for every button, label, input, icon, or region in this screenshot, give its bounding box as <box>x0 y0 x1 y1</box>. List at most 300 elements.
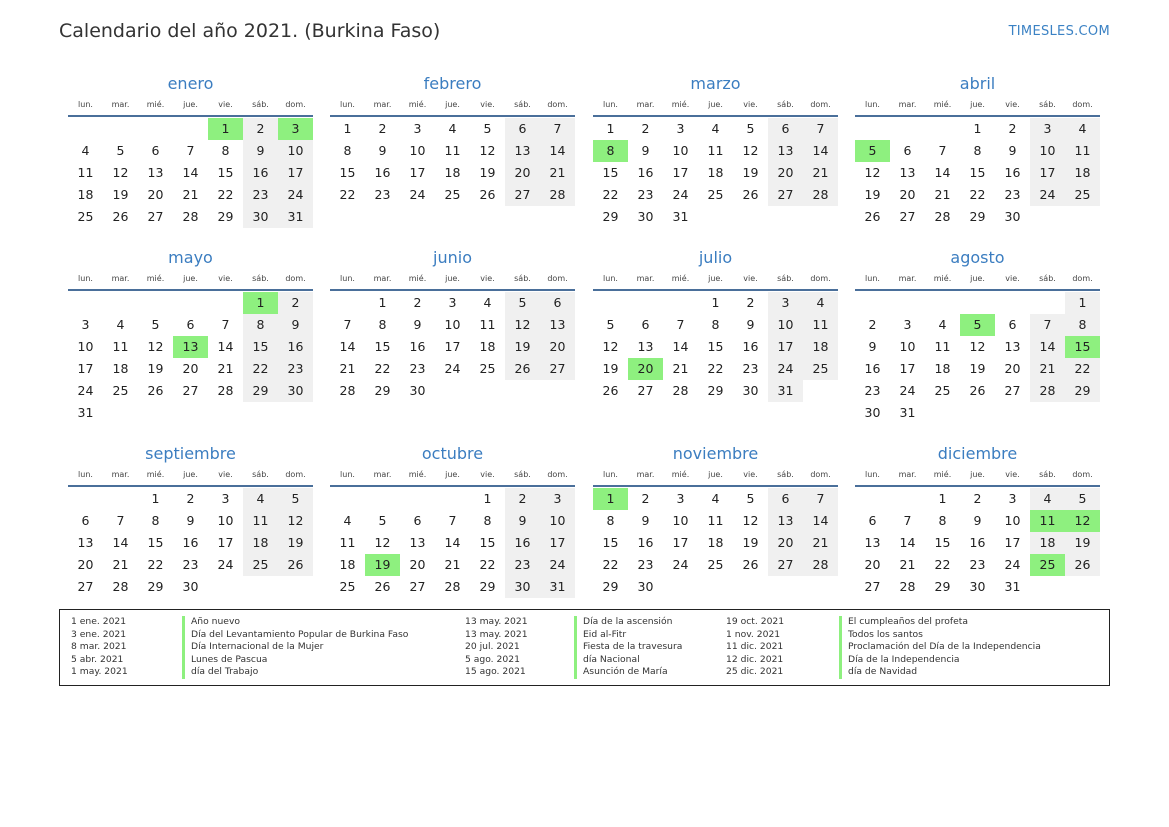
day-cell: 8 <box>711 317 720 332</box>
day-cell: 8 <box>606 513 615 528</box>
week-row <box>855 292 1100 314</box>
holiday-day-cell: 5 <box>855 140 890 162</box>
week-row <box>330 380 575 402</box>
empty-day-cell <box>103 118 138 140</box>
day-cell: 31 <box>768 380 803 402</box>
empty-day-cell <box>995 402 1030 424</box>
week-row <box>593 488 838 510</box>
day-cell: 12 <box>112 165 129 180</box>
legend-date: 20 jul. 2021 <box>465 641 520 653</box>
weekday-label: sáb. <box>514 469 531 479</box>
week-row <box>68 576 313 598</box>
week-row <box>68 206 313 228</box>
week-row <box>855 402 1100 424</box>
day-cell: 16 <box>374 165 391 180</box>
month-name: agosto <box>950 248 1005 267</box>
day-cell: 7 <box>938 143 947 158</box>
week-row <box>330 292 575 314</box>
legend-holiday-name: Fiesta de la travesura <box>574 641 682 654</box>
day-cell: 21 <box>217 361 234 376</box>
day-cell: 15 <box>707 339 724 354</box>
week-row <box>593 292 838 314</box>
legend-holiday-name: Día de la Independencia <box>839 654 1041 667</box>
weekday-label: mié. <box>671 273 690 283</box>
weekday-label: sáb. <box>514 99 531 109</box>
empty-day-cell <box>400 488 435 510</box>
week-row <box>68 336 313 358</box>
week-row <box>593 510 838 532</box>
week-row <box>855 532 1100 554</box>
weekday-header <box>330 270 575 286</box>
day-cell: 29 <box>969 209 986 224</box>
day-cell: 1 <box>606 121 615 136</box>
day-cell: 22 <box>217 187 234 202</box>
empty-day-cell <box>960 292 995 314</box>
day-cell: 9 <box>868 339 877 354</box>
day-cell: 16 <box>864 361 881 376</box>
weekday-label: lun. <box>865 273 880 283</box>
weekday-label: mar. <box>898 99 917 109</box>
weekday-label: mié. <box>671 469 690 479</box>
day-cell: 23 <box>182 557 199 572</box>
day-cell: 7 <box>803 488 838 510</box>
day-cell: 30 <box>742 383 759 398</box>
day-cell: 25 <box>77 209 94 224</box>
day-cell: 19 <box>479 165 496 180</box>
day-cell: 12 <box>602 339 619 354</box>
day-cell: 29 <box>602 579 619 594</box>
legend-holiday-name: día del Trabajo <box>182 666 408 679</box>
holiday-day-cell: 25 <box>1030 554 1065 576</box>
day-cell: 25 <box>339 579 356 594</box>
day-cell: 21 <box>182 187 199 202</box>
day-cell: 2 <box>868 317 877 332</box>
day-cell: 29 <box>243 380 278 402</box>
day-cell: 31 <box>672 209 689 224</box>
day-cell: 30 <box>243 206 278 228</box>
week-row <box>855 206 1100 228</box>
day-cell: 6 <box>868 513 877 528</box>
day-cell: 15 <box>374 339 391 354</box>
day-cell: 30 <box>969 579 986 594</box>
month-name: abril <box>959 74 996 93</box>
empty-day-cell <box>505 380 540 402</box>
weekday-label: mar. <box>111 469 130 479</box>
day-cell: 3 <box>676 121 685 136</box>
weekday-label: jue. <box>708 273 723 283</box>
day-cell: 2 <box>1008 121 1017 136</box>
day-cell: 1 <box>151 491 160 506</box>
legend-date: 25 dic. 2021 <box>726 666 784 678</box>
holiday-day-cell: 15 <box>1065 336 1100 358</box>
weekday-label: sáb. <box>514 273 531 283</box>
day-cell: 27 <box>768 554 803 576</box>
day-cell: 18 <box>803 336 838 358</box>
empty-day-cell <box>1065 576 1100 598</box>
day-cell: 28 <box>182 209 199 224</box>
day-cell: 29 <box>1065 380 1100 402</box>
day-cell: 22 <box>707 361 724 376</box>
day-cell: 11 <box>707 143 724 158</box>
empty-day-cell <box>1065 402 1100 424</box>
day-cell: 24 <box>1004 557 1021 572</box>
day-cell: 22 <box>602 187 619 202</box>
weekday-header <box>593 270 838 286</box>
day-cell: 25 <box>803 358 838 380</box>
day-cell: 17 <box>77 361 94 376</box>
weekday-label: lun. <box>78 99 93 109</box>
day-cell: 16 <box>278 336 313 358</box>
month-name: septiembre <box>145 444 236 463</box>
empty-day-cell <box>470 380 505 402</box>
day-cell: 9 <box>243 140 278 162</box>
day-cell: 28 <box>112 579 129 594</box>
day-cell: 16 <box>969 535 986 550</box>
legend-holiday-name: Eid al-Fitr <box>574 629 682 642</box>
day-cell: 29 <box>707 383 724 398</box>
weekday-header <box>68 96 313 112</box>
day-cell: 11 <box>243 510 278 532</box>
month-name: mayo <box>168 248 213 267</box>
day-cell: 24 <box>540 554 575 576</box>
weekday-label: mar. <box>111 273 130 283</box>
weekday-label: dom. <box>285 99 306 109</box>
day-cell: 21 <box>803 162 838 184</box>
day-cell: 4 <box>483 295 492 310</box>
day-cell: 18 <box>479 339 496 354</box>
month-abril <box>855 72 1100 228</box>
day-cell: 8 <box>243 314 278 336</box>
legend-date: 13 may. 2021 <box>465 616 528 627</box>
day-cell: 24 <box>77 383 94 398</box>
day-cell: 15 <box>339 165 356 180</box>
legend-holiday-name: Día del Levantamiento Popular de Burkina Faso <box>182 629 408 642</box>
day-cell: 20 <box>768 532 803 554</box>
day-cell: 10 <box>1004 513 1021 528</box>
day-cell: 11 <box>77 165 94 180</box>
day-cell: 14 <box>112 535 129 550</box>
weekday-label: sáb. <box>252 469 269 479</box>
week-row <box>330 184 575 206</box>
week-row <box>593 358 838 380</box>
day-cell: 19 <box>112 187 129 202</box>
legend-names-column <box>182 616 408 679</box>
day-cell: 1 <box>483 491 492 506</box>
day-cell: 5 <box>278 488 313 510</box>
weekday-header <box>330 96 575 112</box>
weekday-label: dom. <box>285 469 306 479</box>
day-cell: 30 <box>278 380 313 402</box>
day-cell: 15 <box>969 165 986 180</box>
empty-day-cell <box>995 292 1030 314</box>
day-cell: 12 <box>969 339 986 354</box>
weekday-label: jue. <box>183 99 198 109</box>
empty-day-cell <box>925 118 960 140</box>
day-cell: 17 <box>444 339 461 354</box>
day-cell: 18 <box>934 361 951 376</box>
day-cell: 2 <box>186 491 195 506</box>
day-cell: 24 <box>217 557 234 572</box>
legend-date: 5 abr. 2021 <box>71 653 124 665</box>
month-name: noviembre <box>672 444 759 463</box>
day-cell: 20 <box>505 162 540 184</box>
holiday-day-cell: 1 <box>243 292 278 314</box>
day-cell: 1 <box>938 491 947 506</box>
day-cell: 4 <box>448 121 457 136</box>
day-cell: 15 <box>217 165 234 180</box>
day-cell: 7 <box>186 143 195 158</box>
site-link[interactable]: TIMESLES.COM <box>1008 24 1110 39</box>
day-cell: 4 <box>803 292 838 314</box>
weekday-label: jue. <box>445 469 460 479</box>
holiday-day-cell: 8 <box>593 140 628 162</box>
legend-names-column <box>839 616 1041 679</box>
day-cell: 2 <box>505 488 540 510</box>
week-row <box>68 488 313 510</box>
header-rule <box>330 485 575 487</box>
day-cell: 11 <box>934 339 951 354</box>
day-cell: 14 <box>934 165 951 180</box>
weekday-label: dom. <box>547 99 568 109</box>
weekday-label: jue. <box>445 99 460 109</box>
legend-holiday-name: Proclamación del Día de la Independencia <box>839 641 1041 654</box>
day-cell: 9 <box>505 510 540 532</box>
weekday-label: lun. <box>340 273 355 283</box>
day-cell: 26 <box>278 554 313 576</box>
week-row <box>593 554 838 576</box>
week-row <box>330 532 575 554</box>
week-row <box>593 336 838 358</box>
day-cell: 25 <box>707 557 724 572</box>
holiday-day-cell: 19 <box>365 554 400 576</box>
holiday-day-cell: 12 <box>1065 510 1100 532</box>
weekday-header <box>855 466 1100 482</box>
week-row <box>593 118 838 140</box>
day-cell: 28 <box>444 579 461 594</box>
day-cell: 15 <box>934 535 951 550</box>
day-cell: 12 <box>864 165 881 180</box>
month-septiembre <box>68 442 313 598</box>
legend-names-column <box>574 616 682 679</box>
day-cell: 4 <box>343 513 352 528</box>
day-cell: 26 <box>742 187 759 202</box>
weekday-label: jue. <box>708 99 723 109</box>
day-cell: 6 <box>81 513 90 528</box>
month-name: marzo <box>690 74 741 93</box>
day-cell: 29 <box>147 579 164 594</box>
day-cell: 27 <box>768 184 803 206</box>
day-cell: 10 <box>278 140 313 162</box>
week-row <box>855 336 1100 358</box>
weekday-label: dom. <box>547 469 568 479</box>
day-cell: 5 <box>746 491 755 506</box>
day-cell: 19 <box>742 535 759 550</box>
day-cell: 5 <box>151 317 160 332</box>
day-cell: 14 <box>444 535 461 550</box>
weekday-label: mié. <box>933 469 952 479</box>
weekday-label: vie. <box>1005 99 1020 109</box>
week-row <box>68 358 313 380</box>
day-cell: 13 <box>637 339 654 354</box>
month-name: julio <box>698 248 733 267</box>
day-cell: 20 <box>899 187 916 202</box>
day-cell: 26 <box>969 383 986 398</box>
empty-day-cell <box>855 292 890 314</box>
month-name: junio <box>433 248 472 267</box>
day-cell: 29 <box>602 209 619 224</box>
weekday-label: dom. <box>1072 99 1093 109</box>
weekday-header <box>593 96 838 112</box>
week-row <box>68 554 313 576</box>
day-cell: 24 <box>409 187 426 202</box>
day-cell: 20 <box>147 187 164 202</box>
day-cell: 3 <box>1030 118 1065 140</box>
week-row <box>855 358 1100 380</box>
day-cell: 26 <box>505 358 540 380</box>
month-febrero <box>330 72 575 206</box>
day-cell: 13 <box>864 535 881 550</box>
day-cell: 7 <box>803 118 838 140</box>
week-row <box>68 292 313 314</box>
day-cell: 19 <box>969 361 986 376</box>
month-name: octubre <box>421 444 484 463</box>
weekday-label: dom. <box>810 469 831 479</box>
day-cell: 23 <box>409 361 426 376</box>
empty-day-cell <box>278 576 313 598</box>
empty-day-cell <box>138 292 173 314</box>
day-cell: 3 <box>903 317 912 332</box>
day-cell: 24 <box>444 361 461 376</box>
day-cell: 27 <box>899 209 916 224</box>
day-cell: 4 <box>711 491 720 506</box>
day-cell: 13 <box>147 165 164 180</box>
day-cell: 23 <box>278 358 313 380</box>
empty-day-cell <box>733 576 768 598</box>
weekday-label: vie. <box>743 273 758 283</box>
day-cell: 31 <box>540 576 575 598</box>
day-cell: 7 <box>1030 314 1065 336</box>
day-cell: 25 <box>112 383 129 398</box>
weekday-label: mar. <box>636 99 655 109</box>
day-cell: 30 <box>637 579 654 594</box>
empty-day-cell <box>1065 206 1100 228</box>
empty-day-cell <box>138 118 173 140</box>
day-cell: 23 <box>637 557 654 572</box>
week-row <box>68 162 313 184</box>
day-cell: 4 <box>1065 118 1100 140</box>
week-row <box>330 336 575 358</box>
empty-day-cell <box>173 118 208 140</box>
weekday-label: lun. <box>603 273 618 283</box>
week-row <box>855 576 1100 598</box>
weekday-label: mié. <box>146 99 165 109</box>
empty-day-cell <box>890 488 925 510</box>
legend-date: 11 dic. 2021 <box>726 641 784 653</box>
day-cell: 30 <box>864 405 881 420</box>
day-cell: 20 <box>182 361 199 376</box>
weekday-label: sáb. <box>1039 469 1056 479</box>
header-rule <box>330 115 575 117</box>
day-cell: 13 <box>540 314 575 336</box>
legend-date: 12 dic. 2021 <box>726 653 784 665</box>
day-cell: 26 <box>374 579 391 594</box>
day-cell: 28 <box>803 554 838 576</box>
month-name: febrero <box>423 74 482 93</box>
day-cell: 30 <box>1004 209 1021 224</box>
day-cell: 10 <box>540 510 575 532</box>
day-cell: 12 <box>479 143 496 158</box>
day-cell: 17 <box>672 165 689 180</box>
day-cell: 22 <box>339 187 356 202</box>
day-cell: 19 <box>505 336 540 358</box>
day-cell: 22 <box>374 361 391 376</box>
weekday-label: dom. <box>547 273 568 283</box>
month-octubre <box>330 442 575 598</box>
weekday-label: jue. <box>183 273 198 283</box>
weekday-label: dom. <box>1072 469 1093 479</box>
day-cell: 8 <box>343 143 352 158</box>
day-cell: 10 <box>217 513 234 528</box>
day-cell: 19 <box>602 361 619 376</box>
month-noviembre <box>593 442 838 598</box>
week-row <box>593 206 838 228</box>
day-cell: 30 <box>637 209 654 224</box>
day-cell: 24 <box>672 187 689 202</box>
day-cell: 17 <box>540 532 575 554</box>
header-rule <box>68 115 313 117</box>
legend-dates-column <box>465 616 528 679</box>
header-rule <box>855 115 1100 117</box>
day-cell: 27 <box>637 383 654 398</box>
day-cell: 16 <box>409 339 426 354</box>
day-cell: 26 <box>864 209 881 224</box>
day-cell: 10 <box>672 513 689 528</box>
empty-day-cell <box>103 292 138 314</box>
empty-day-cell <box>1030 402 1065 424</box>
week-row <box>68 380 313 402</box>
day-cell: 3 <box>448 295 457 310</box>
day-cell: 2 <box>973 491 982 506</box>
empty-day-cell <box>663 576 698 598</box>
empty-day-cell <box>803 576 838 598</box>
weekday-label: mié. <box>408 273 427 283</box>
day-cell: 24 <box>899 383 916 398</box>
legend-date: 1 nov. 2021 <box>726 628 781 640</box>
day-cell: 22 <box>147 557 164 572</box>
week-row <box>68 184 313 206</box>
day-cell: 27 <box>864 579 881 594</box>
legend-date: 13 may. 2021 <box>465 628 528 640</box>
weekday-label: mar. <box>373 273 392 283</box>
day-cell: 7 <box>448 513 457 528</box>
weekday-label: jue. <box>445 273 460 283</box>
month-marzo <box>593 72 838 228</box>
day-cell: 2 <box>641 121 650 136</box>
legend-holiday-name: Año nuevo <box>182 616 408 629</box>
weekday-label: jue. <box>183 469 198 479</box>
header-rule <box>855 289 1100 291</box>
weekday-label: vie. <box>480 273 495 283</box>
weekday-label: sáb. <box>252 99 269 109</box>
week-row <box>330 140 575 162</box>
day-cell: 16 <box>1004 165 1021 180</box>
day-cell: 2 <box>641 491 650 506</box>
weekday-label: lun. <box>78 469 93 479</box>
day-cell: 22 <box>1065 358 1100 380</box>
day-cell: 1 <box>973 121 982 136</box>
weekday-label: vie. <box>480 99 495 109</box>
weekday-label: mar. <box>636 273 655 283</box>
